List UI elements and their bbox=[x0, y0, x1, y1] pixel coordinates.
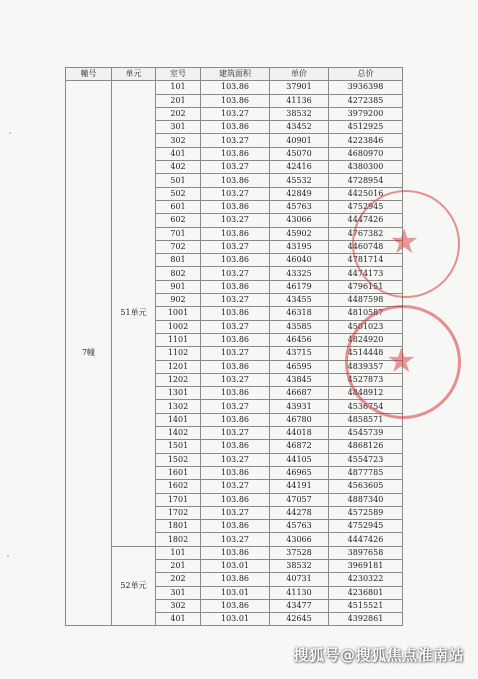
total-price-cell: 4487598 bbox=[329, 294, 403, 307]
table-body bbox=[66, 81, 403, 626]
total-price-cell: 4474173 bbox=[329, 267, 403, 280]
total-price-cell: 4728954 bbox=[329, 174, 403, 187]
price-table bbox=[65, 67, 403, 626]
header-total-price: 总价 bbox=[329, 68, 403, 81]
total-price-cell: 3969181 bbox=[329, 559, 403, 572]
room-cell: 101 bbox=[156, 81, 201, 94]
total-price-cell: 4848912 bbox=[329, 387, 403, 400]
total-price-cell: 3936398 bbox=[329, 81, 403, 94]
header-row bbox=[66, 68, 403, 81]
area-cell: 103.86 bbox=[201, 599, 270, 612]
total-price-cell: 4887340 bbox=[329, 493, 403, 506]
room-cell: 1702 bbox=[156, 506, 201, 519]
total-price-cell: 3979200 bbox=[329, 107, 403, 120]
header-building: 幢号 bbox=[66, 68, 112, 81]
table-row bbox=[66, 81, 403, 94]
total-price-cell: 4752945 bbox=[329, 520, 403, 533]
area-cell: 103.86 bbox=[201, 573, 270, 586]
header-unit-price: 单价 bbox=[270, 68, 329, 81]
total-price-cell: 4536754 bbox=[329, 400, 403, 413]
unit-price-cell: 44018 bbox=[270, 427, 329, 440]
area-cell: 103.86 bbox=[201, 387, 270, 400]
area-cell: 103.01 bbox=[201, 559, 270, 572]
area-cell: 103.86 bbox=[201, 360, 270, 373]
unit-price-cell: 38532 bbox=[270, 107, 329, 120]
watermark-text: 搜狐号@搜狐焦点淮南站 bbox=[293, 646, 464, 664]
area-cell: 103.86 bbox=[201, 440, 270, 453]
unit-price-cell: 47057 bbox=[270, 493, 329, 506]
unit-price-cell: 45763 bbox=[270, 520, 329, 533]
unit-price-cell: 41130 bbox=[270, 586, 329, 599]
total-price-cell: 4824920 bbox=[329, 333, 403, 346]
total-price-cell: 4839357 bbox=[329, 360, 403, 373]
unit-price-cell: 41136 bbox=[270, 94, 329, 107]
unit-price-cell: 44191 bbox=[270, 480, 329, 493]
unit-price-cell: 45070 bbox=[270, 147, 329, 160]
room-cell: 402 bbox=[156, 161, 201, 174]
total-price-cell: 4236801 bbox=[329, 586, 403, 599]
area-cell: 103.86 bbox=[201, 413, 270, 426]
area-cell: 103.27 bbox=[201, 320, 270, 333]
room-cell: 301 bbox=[156, 121, 201, 134]
unit-price-cell: 42645 bbox=[270, 613, 329, 626]
area-cell: 103.27 bbox=[201, 427, 270, 440]
total-price-cell: 4230322 bbox=[329, 573, 403, 586]
header-area: 建筑面积 bbox=[201, 68, 270, 81]
unit-price-cell: 42849 bbox=[270, 187, 329, 200]
room-cell: 1801 bbox=[156, 520, 201, 533]
room-cell: 1202 bbox=[156, 373, 201, 386]
unit-cell: 51单元 bbox=[112, 81, 156, 546]
area-cell: 103.86 bbox=[201, 307, 270, 320]
area-cell: 103.27 bbox=[201, 533, 270, 546]
room-cell: 1001 bbox=[156, 307, 201, 320]
area-cell: 103.27 bbox=[201, 373, 270, 386]
unit-price-cell: 44278 bbox=[270, 506, 329, 519]
star-icon: ★ bbox=[386, 341, 417, 381]
room-cell: 502 bbox=[156, 187, 201, 200]
unit-price-cell: 46965 bbox=[270, 466, 329, 479]
unit-price-cell: 43477 bbox=[270, 599, 329, 612]
total-price-cell: 4392861 bbox=[329, 613, 403, 626]
area-cell: 103.27 bbox=[201, 267, 270, 280]
area-cell: 103.86 bbox=[201, 493, 270, 506]
unit-price-cell: 43845 bbox=[270, 373, 329, 386]
area-cell: 103.27 bbox=[201, 347, 270, 360]
star-icon: ★ bbox=[389, 222, 420, 262]
room-cell: 202 bbox=[156, 107, 201, 120]
unit-price-cell: 43455 bbox=[270, 294, 329, 307]
room-cell: 401 bbox=[156, 613, 201, 626]
total-price-cell: 4572589 bbox=[329, 506, 403, 519]
room-cell: 901 bbox=[156, 280, 201, 293]
room-cell: 602 bbox=[156, 214, 201, 227]
room-cell: 1102 bbox=[156, 347, 201, 360]
area-cell: 103.27 bbox=[201, 214, 270, 227]
building-cell: 7幢 bbox=[66, 81, 112, 626]
area-cell: 103.86 bbox=[201, 466, 270, 479]
unit-price-cell: 37901 bbox=[270, 81, 329, 94]
area-cell: 103.86 bbox=[201, 546, 270, 559]
scan-speck bbox=[9, 132, 11, 134]
total-price-cell: 4515521 bbox=[329, 599, 403, 612]
unit-price-cell: 45902 bbox=[270, 227, 329, 240]
total-price-cell: 4858571 bbox=[329, 413, 403, 426]
room-cell: 601 bbox=[156, 200, 201, 213]
total-price-cell: 4810587 bbox=[329, 307, 403, 320]
unit-price-cell: 37528 bbox=[270, 546, 329, 559]
room-cell: 1501 bbox=[156, 440, 201, 453]
room-cell: 202 bbox=[156, 573, 201, 586]
room-cell: 802 bbox=[156, 267, 201, 280]
unit-price-cell: 46595 bbox=[270, 360, 329, 373]
area-cell: 103.86 bbox=[201, 227, 270, 240]
area-cell: 103.27 bbox=[201, 134, 270, 147]
area-cell: 103.86 bbox=[201, 200, 270, 213]
unit-price-cell: 46040 bbox=[270, 254, 329, 267]
area-cell: 103.86 bbox=[201, 81, 270, 94]
table-row bbox=[66, 546, 403, 559]
area-cell: 103.86 bbox=[201, 333, 270, 346]
room-cell: 501 bbox=[156, 174, 201, 187]
header-unit: 单元 bbox=[112, 68, 156, 81]
area-cell: 103.01 bbox=[201, 613, 270, 626]
area-cell: 103.27 bbox=[201, 480, 270, 493]
total-price-cell: 4527873 bbox=[329, 373, 403, 386]
total-price-cell: 4796151 bbox=[329, 280, 403, 293]
total-price-cell: 4447426 bbox=[329, 533, 403, 546]
total-price-cell: 4425016 bbox=[329, 187, 403, 200]
room-cell: 302 bbox=[156, 599, 201, 612]
room-cell: 201 bbox=[156, 94, 201, 107]
unit-price-cell: 46456 bbox=[270, 333, 329, 346]
room-cell: 301 bbox=[156, 586, 201, 599]
room-cell: 1602 bbox=[156, 480, 201, 493]
room-cell: 1502 bbox=[156, 453, 201, 466]
room-cell: 902 bbox=[156, 294, 201, 307]
area-cell: 103.27 bbox=[201, 187, 270, 200]
total-price-cell: 4563605 bbox=[329, 480, 403, 493]
unit-price-cell: 45532 bbox=[270, 174, 329, 187]
area-cell: 103.86 bbox=[201, 280, 270, 293]
area-cell: 103.27 bbox=[201, 506, 270, 519]
total-price-cell: 3897658 bbox=[329, 546, 403, 559]
header-room: 室号 bbox=[156, 68, 201, 81]
unit-price-cell: 45763 bbox=[270, 200, 329, 213]
total-price-cell: 4545739 bbox=[329, 427, 403, 440]
area-cell: 103.86 bbox=[201, 254, 270, 267]
total-price-cell: 4877785 bbox=[329, 466, 403, 479]
area-cell: 103.86 bbox=[201, 520, 270, 533]
unit-price-cell: 43585 bbox=[270, 320, 329, 333]
total-price-cell: 4680970 bbox=[329, 147, 403, 160]
total-price-cell: 4514448 bbox=[329, 347, 403, 360]
room-cell: 1701 bbox=[156, 493, 201, 506]
unit-price-cell: 43325 bbox=[270, 267, 329, 280]
area-cell: 103.27 bbox=[201, 400, 270, 413]
room-cell: 401 bbox=[156, 147, 201, 160]
room-cell: 1601 bbox=[156, 466, 201, 479]
room-cell: 1402 bbox=[156, 427, 201, 440]
room-cell: 101 bbox=[156, 546, 201, 559]
area-cell: 103.27 bbox=[201, 453, 270, 466]
unit-price-cell: 43066 bbox=[270, 533, 329, 546]
total-price-cell: 4380300 bbox=[329, 161, 403, 174]
total-price-cell: 4223846 bbox=[329, 134, 403, 147]
scan-speck bbox=[7, 555, 9, 557]
room-cell: 701 bbox=[156, 227, 201, 240]
area-cell: 103.86 bbox=[201, 174, 270, 187]
room-cell: 1802 bbox=[156, 533, 201, 546]
unit-price-cell: 46780 bbox=[270, 413, 329, 426]
room-cell: 1201 bbox=[156, 360, 201, 373]
area-cell: 103.27 bbox=[201, 240, 270, 253]
unit-price-cell: 46687 bbox=[270, 387, 329, 400]
area-cell: 103.86 bbox=[201, 121, 270, 134]
unit-price-cell: 40731 bbox=[270, 573, 329, 586]
total-price-cell: 4272385 bbox=[329, 94, 403, 107]
unit-price-cell: 40901 bbox=[270, 134, 329, 147]
room-cell: 1101 bbox=[156, 333, 201, 346]
area-cell: 103.27 bbox=[201, 161, 270, 174]
total-price-cell: 4767382 bbox=[329, 227, 403, 240]
unit-price-cell: 44105 bbox=[270, 453, 329, 466]
unit-price-cell: 43066 bbox=[270, 214, 329, 227]
unit-price-cell: 43931 bbox=[270, 400, 329, 413]
unit-price-cell: 46318 bbox=[270, 307, 329, 320]
total-price-cell: 4868126 bbox=[329, 440, 403, 453]
area-cell: 103.27 bbox=[201, 294, 270, 307]
unit-price-cell: 43195 bbox=[270, 240, 329, 253]
room-cell: 801 bbox=[156, 254, 201, 267]
room-cell: 1302 bbox=[156, 400, 201, 413]
unit-cell: 52单元 bbox=[112, 546, 156, 626]
unit-price-cell: 38532 bbox=[270, 559, 329, 572]
area-cell: 103.86 bbox=[201, 147, 270, 160]
room-cell: 1401 bbox=[156, 413, 201, 426]
unit-price-cell: 43452 bbox=[270, 121, 329, 134]
total-price-cell: 4752945 bbox=[329, 200, 403, 213]
unit-price-cell: 46872 bbox=[270, 440, 329, 453]
total-price-cell: 4781714 bbox=[329, 254, 403, 267]
unit-price-cell: 46179 bbox=[270, 280, 329, 293]
total-price-cell: 4501023 bbox=[329, 320, 403, 333]
room-cell: 1301 bbox=[156, 387, 201, 400]
total-price-cell: 4512925 bbox=[329, 121, 403, 134]
total-price-cell: 4447426 bbox=[329, 214, 403, 227]
unit-price-cell: 43715 bbox=[270, 347, 329, 360]
room-cell: 702 bbox=[156, 240, 201, 253]
total-price-cell: 4460748 bbox=[329, 240, 403, 253]
area-cell: 103.86 bbox=[201, 94, 270, 107]
area-cell: 103.27 bbox=[201, 107, 270, 120]
room-cell: 1002 bbox=[156, 320, 201, 333]
unit-price-cell: 42416 bbox=[270, 161, 329, 174]
room-cell: 201 bbox=[156, 559, 201, 572]
room-cell: 302 bbox=[156, 134, 201, 147]
area-cell: 103.01 bbox=[201, 586, 270, 599]
total-price-cell: 4554723 bbox=[329, 453, 403, 466]
